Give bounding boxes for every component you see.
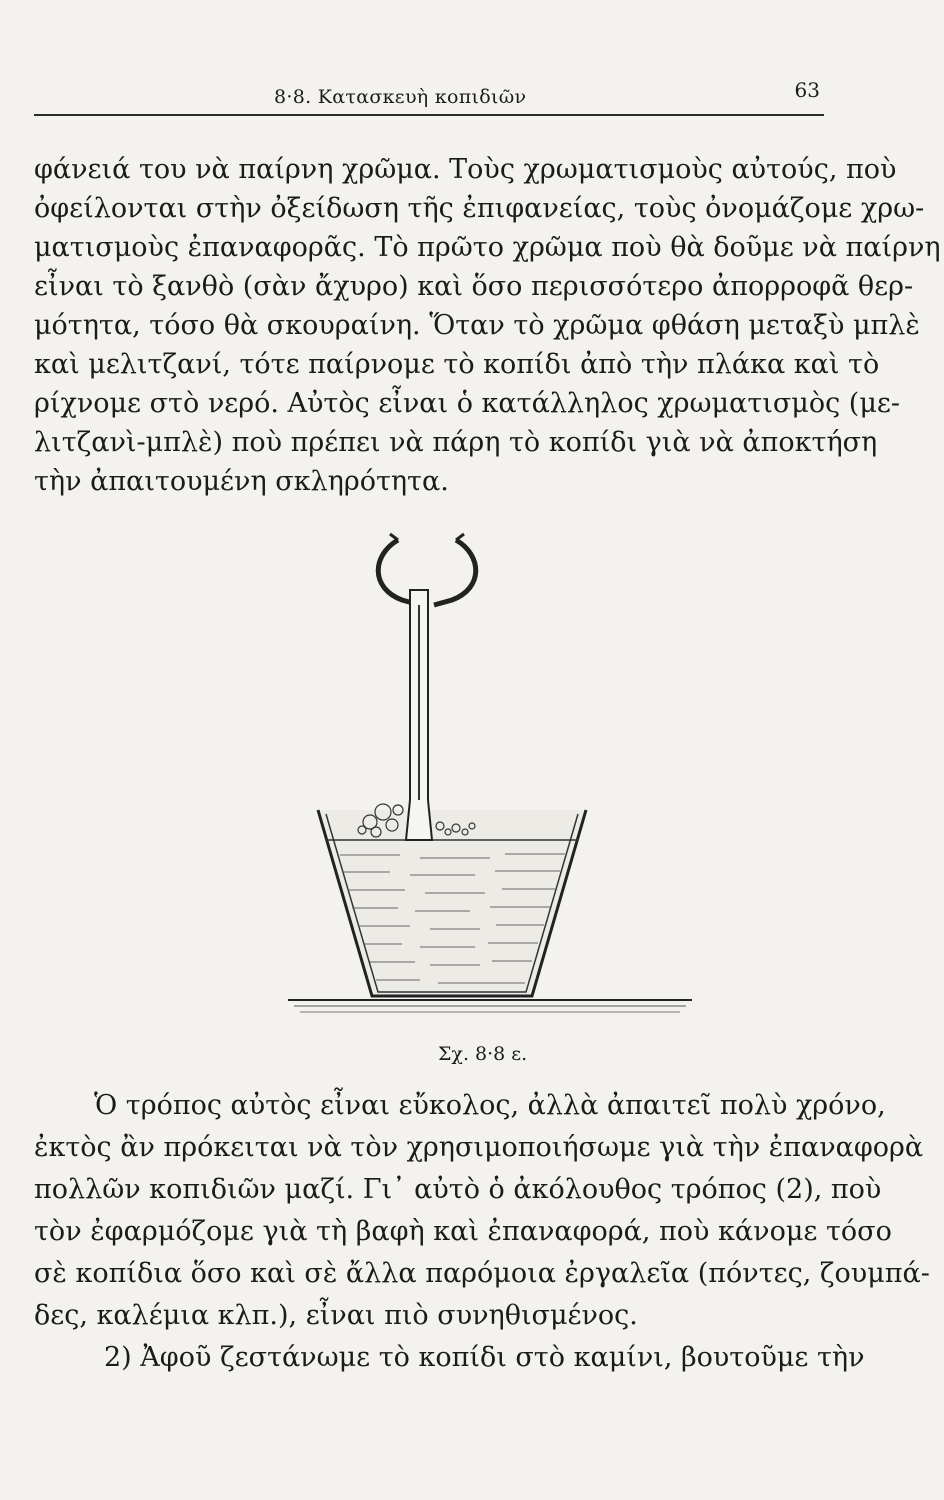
text-line: τὸν ἐφαρμόζομε γιὰ τὴ βαφὴ καὶ ἐπαναφορά, ποὺ κάνομε τόσο xyxy=(34,1216,892,1247)
text-line: ὀφείλονται στὴν ὀξείδωση τῆς ἐπιφανείας, τοὺς ὀνομάζομε χρω- xyxy=(34,193,925,224)
figure-chisel-in-water-bucket xyxy=(280,510,700,1030)
text-line: ρίχνομε στὸ νερό. Αὐτὸς εἶναι ὁ κατάλληλος χρωματισμὸς (με- xyxy=(34,388,900,419)
text-line: 2) Ἀφοῦ ζεστάνωμε τὸ κοπίδι στὸ καμίνι, βουτοῦμε τὴν xyxy=(104,1342,865,1373)
figure-caption: Σχ. 8·8 ε. xyxy=(438,1043,528,1065)
text-line: δες, καλέμια κλπ.), εἶναι πιὸ συνηθισμένος. xyxy=(34,1300,638,1331)
text-line: εἶναι τὸ ξανθὸ (σὰν ἄχυρο) καὶ ὅσο περισσότερο ἀπορροφᾶ θερ- xyxy=(34,271,914,302)
text-line: ματισμοὺς ἐπαναφορᾶς. Τὸ πρῶτο χρῶμα ποὺ θὰ δοῦμε νὰ παίρνη xyxy=(34,232,941,263)
page-number: 63 xyxy=(794,78,820,102)
text-line: καὶ μελιτζανί, τότε παίρνομε τὸ κοπίδι ἀπὸ τὴν πλάκα καὶ τὸ xyxy=(34,349,880,380)
paragraph-2 xyxy=(34,1085,930,1379)
text-line: ἐκτὸς ἂν πρόκειται νὰ τὸν χρησιμοποιήσωμε γιὰ τὴν ἐπαναφορὰ xyxy=(34,1132,924,1163)
chisel-quenching-illustration xyxy=(280,510,700,1030)
paragraph-1 xyxy=(34,150,941,501)
text-line: Ὁ τρόπος αὐτὸς εἶναι εὔκολος, ἀλλὰ ἀπαιτεῖ πολὺ χρόνο, xyxy=(94,1090,886,1121)
running-header xyxy=(34,74,824,116)
text-line: φάνειά του νὰ παίρνη χρῶμα. Τοὺς χρωματισμοὺς αὐτούς, ποὺ xyxy=(34,154,897,185)
text-line: μότητα, τόσο θὰ σκουραίνη. Ὅταν τὸ χρῶμα φθάση μεταξὺ μπλὲ xyxy=(34,310,920,341)
text-line: σὲ κοπίδια ὅσο καὶ σὲ ἄλλα παρόμοια ἐργαλεῖα (πόντες, ζουμπά- xyxy=(34,1258,930,1289)
text-line: λιτζανὶ-μπλὲ) ποὺ πρέπει νὰ πάρη τὸ κοπίδι γιὰ νὰ ἀποκτήση xyxy=(34,427,878,458)
text-line: τὴν ἀπαιτουμένη σκληρότητα. xyxy=(34,466,449,497)
section-title: 8·8. Κατασκευὴ κοπιδιῶν xyxy=(274,86,527,108)
text-line: πολλῶν κοπιδιῶν μαζί. Γι᾽ αὐτὸ ὁ ἀκόλουθος τρόπος (2), ποὺ xyxy=(34,1174,882,1205)
